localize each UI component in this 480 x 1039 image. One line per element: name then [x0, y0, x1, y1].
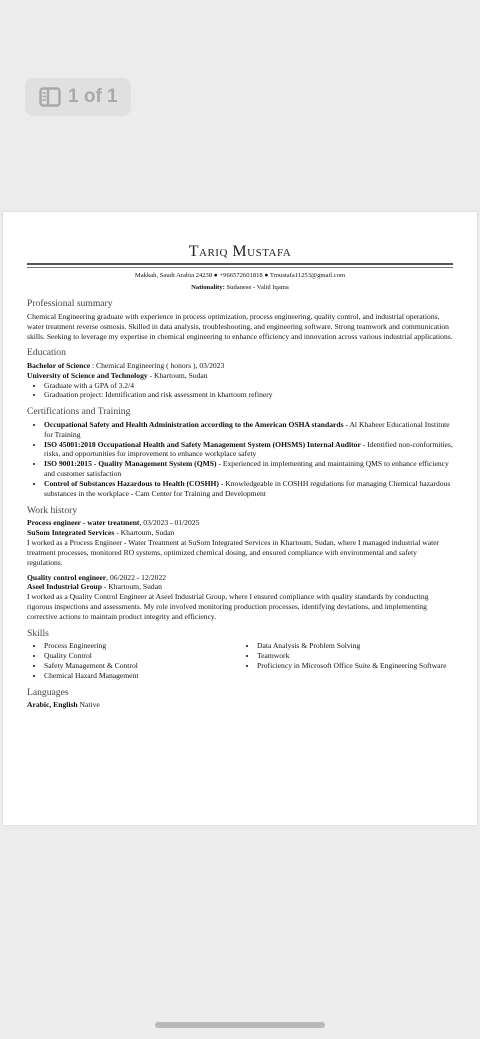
header-rule-thin	[27, 267, 453, 268]
list-item: • Graduate with a GPA of 3.2/4	[44, 381, 453, 391]
job-company-line	[27, 582, 453, 592]
header-rule-thick	[27, 263, 453, 265]
certification-title: Control of Substances Hazardous to Health (COSHH)	[44, 478, 219, 488]
skills-right-list	[240, 641, 453, 680]
certification-item	[44, 459, 453, 479]
contact-separator: ●	[213, 272, 218, 280]
job-title: Quality control engineer	[27, 572, 107, 582]
page-indicator[interactable]	[25, 78, 131, 116]
job-title: Process engineer - water treatment	[27, 518, 140, 528]
contact-email: Tmustafa11253@gmail.com	[269, 272, 346, 280]
skills-columns	[27, 641, 453, 680]
home-indicator[interactable]	[155, 1022, 325, 1028]
certification-detail: - Al Khabeer Educational Institute for Training	[44, 419, 450, 439]
job-company: SuSom Integrated Services	[27, 528, 115, 538]
nationality-value: Sudanese - Valid Iqama	[226, 283, 289, 291]
university-location: - Khartoum, Sudan	[149, 370, 208, 380]
contact-phone: +966572601818	[219, 272, 263, 280]
job-company: Aseel Industrial Group	[27, 582, 102, 592]
summary-text: Chemical Engineering graduate with experience in process optimization, process engineering, quality control, and industrial operations, water treatment reverse osmosis. Skilled in data analysis, troubleshooting, and engineering software. Strong teamwork and communication skills. Seeking to leverage my expertise in chemical engineering to enhance efficiency and innovation across various industrial applications.	[27, 311, 453, 341]
candidate-name: Tariq Mustafa	[188, 243, 292, 260]
education-bullets	[27, 381, 453, 401]
book-icon	[39, 87, 61, 107]
languages-level: Native	[77, 700, 100, 710]
degree-detail: : Chemical Engineering ( honors ), 03/2023	[92, 360, 225, 370]
list-item: • Safety Management & Control	[44, 661, 240, 671]
certification-title: ISO 45001:2018 Occupational Health and Safety Management System (OHSMS) Internal Auditor	[44, 439, 361, 449]
skills-left-list	[27, 641, 240, 680]
certification-detail: - Experienced in implementing and maintaining QMS to enhance efficiency and customer satisfaction	[44, 459, 449, 479]
section-heading-work: Work history	[27, 504, 78, 516]
list-item: • Graduation project: Identification and risk assessment in khartoum refinery	[44, 390, 453, 400]
section-heading-skills: Skills	[27, 627, 49, 639]
certification-detail: - Knowledgeable in COSHH regulations for managing Chemical hazardous substances in the workplace - Cam Center for Training and Development	[44, 478, 451, 498]
degree-label: Bachelor of Science	[27, 360, 91, 370]
list-item: • Chemical Hazard Management	[44, 671, 240, 681]
job-description: I worked as a Quality Control Engineer at Aseel Industrial Group, where I ensured compliance with quality standards by conducting rigorous inspections and assessments. My role involved monitoring production processes, identifying deviations, and implementing corrective actions to maintain product integrity and efficiency.	[27, 592, 429, 621]
certification-item	[44, 420, 453, 440]
certification-title: ISO 9001:2015 - Quality Management System (QMS)	[44, 459, 217, 469]
university-line	[27, 371, 453, 381]
list-item: • Process Engineering	[44, 641, 240, 651]
section-heading-languages: Languages	[27, 686, 69, 698]
certification-list	[27, 420, 453, 499]
job-location: - Khartoum, Sudan	[103, 582, 162, 592]
degree-line	[27, 361, 453, 371]
certification-title: Occupational Safety and Health Administration according to the American OSHA standards	[44, 419, 344, 429]
contact-separator: ●	[264, 272, 269, 280]
job-entry	[27, 573, 453, 622]
section-heading-certifications: Certifications and Training	[27, 406, 131, 418]
job-entry	[27, 518, 453, 567]
certification-item	[44, 479, 453, 499]
contact-location: Makkah, Saudi Arabia 24238	[134, 272, 213, 280]
page-indicator-text: 1 of 1	[68, 86, 118, 107]
job-dates: , 03/2023 - 01/2025	[139, 518, 200, 528]
contact-line	[27, 272, 453, 281]
job-title-line	[27, 518, 453, 528]
certification-detail: - Identified non-conformities, risks, and opportunities for improvement to enhance workplace safety	[44, 439, 453, 459]
certification-item	[44, 440, 453, 460]
languages-names: Arabic, English	[27, 700, 78, 710]
section-heading-education: Education	[27, 347, 66, 359]
resume-page	[3, 212, 477, 825]
list-item: • Data Analysis & Problem Solving	[257, 641, 453, 651]
job-title-line	[27, 573, 453, 583]
nationality-line	[27, 284, 453, 293]
university-name: University of Science and Technology	[27, 370, 148, 380]
resume-content	[27, 242, 453, 710]
languages-line	[27, 700, 453, 710]
list-item: • Teamwork	[257, 651, 453, 661]
job-description: I worked as a Process Engineer - Water Treatment at SuSom Integrated Services in Khartoum, Sudan, where I managed industrial water treatment processes, monitored RO systems, optimized chemical dosing, and ensured compliance with environmental and safety regulations.	[27, 537, 440, 567]
job-company-line	[27, 528, 453, 538]
list-item: • Quality Control	[44, 651, 240, 661]
list-item: • Proficiency in Microsoft Office Suite & Engineering Software	[257, 661, 453, 671]
job-location: - Khartoum, Sudan	[116, 528, 175, 538]
job-dates: , 06/2022 - 12/2022	[106, 572, 167, 582]
nationality-label: Nationality:	[191, 283, 225, 291]
section-heading-summary: Professional summary	[27, 298, 113, 310]
